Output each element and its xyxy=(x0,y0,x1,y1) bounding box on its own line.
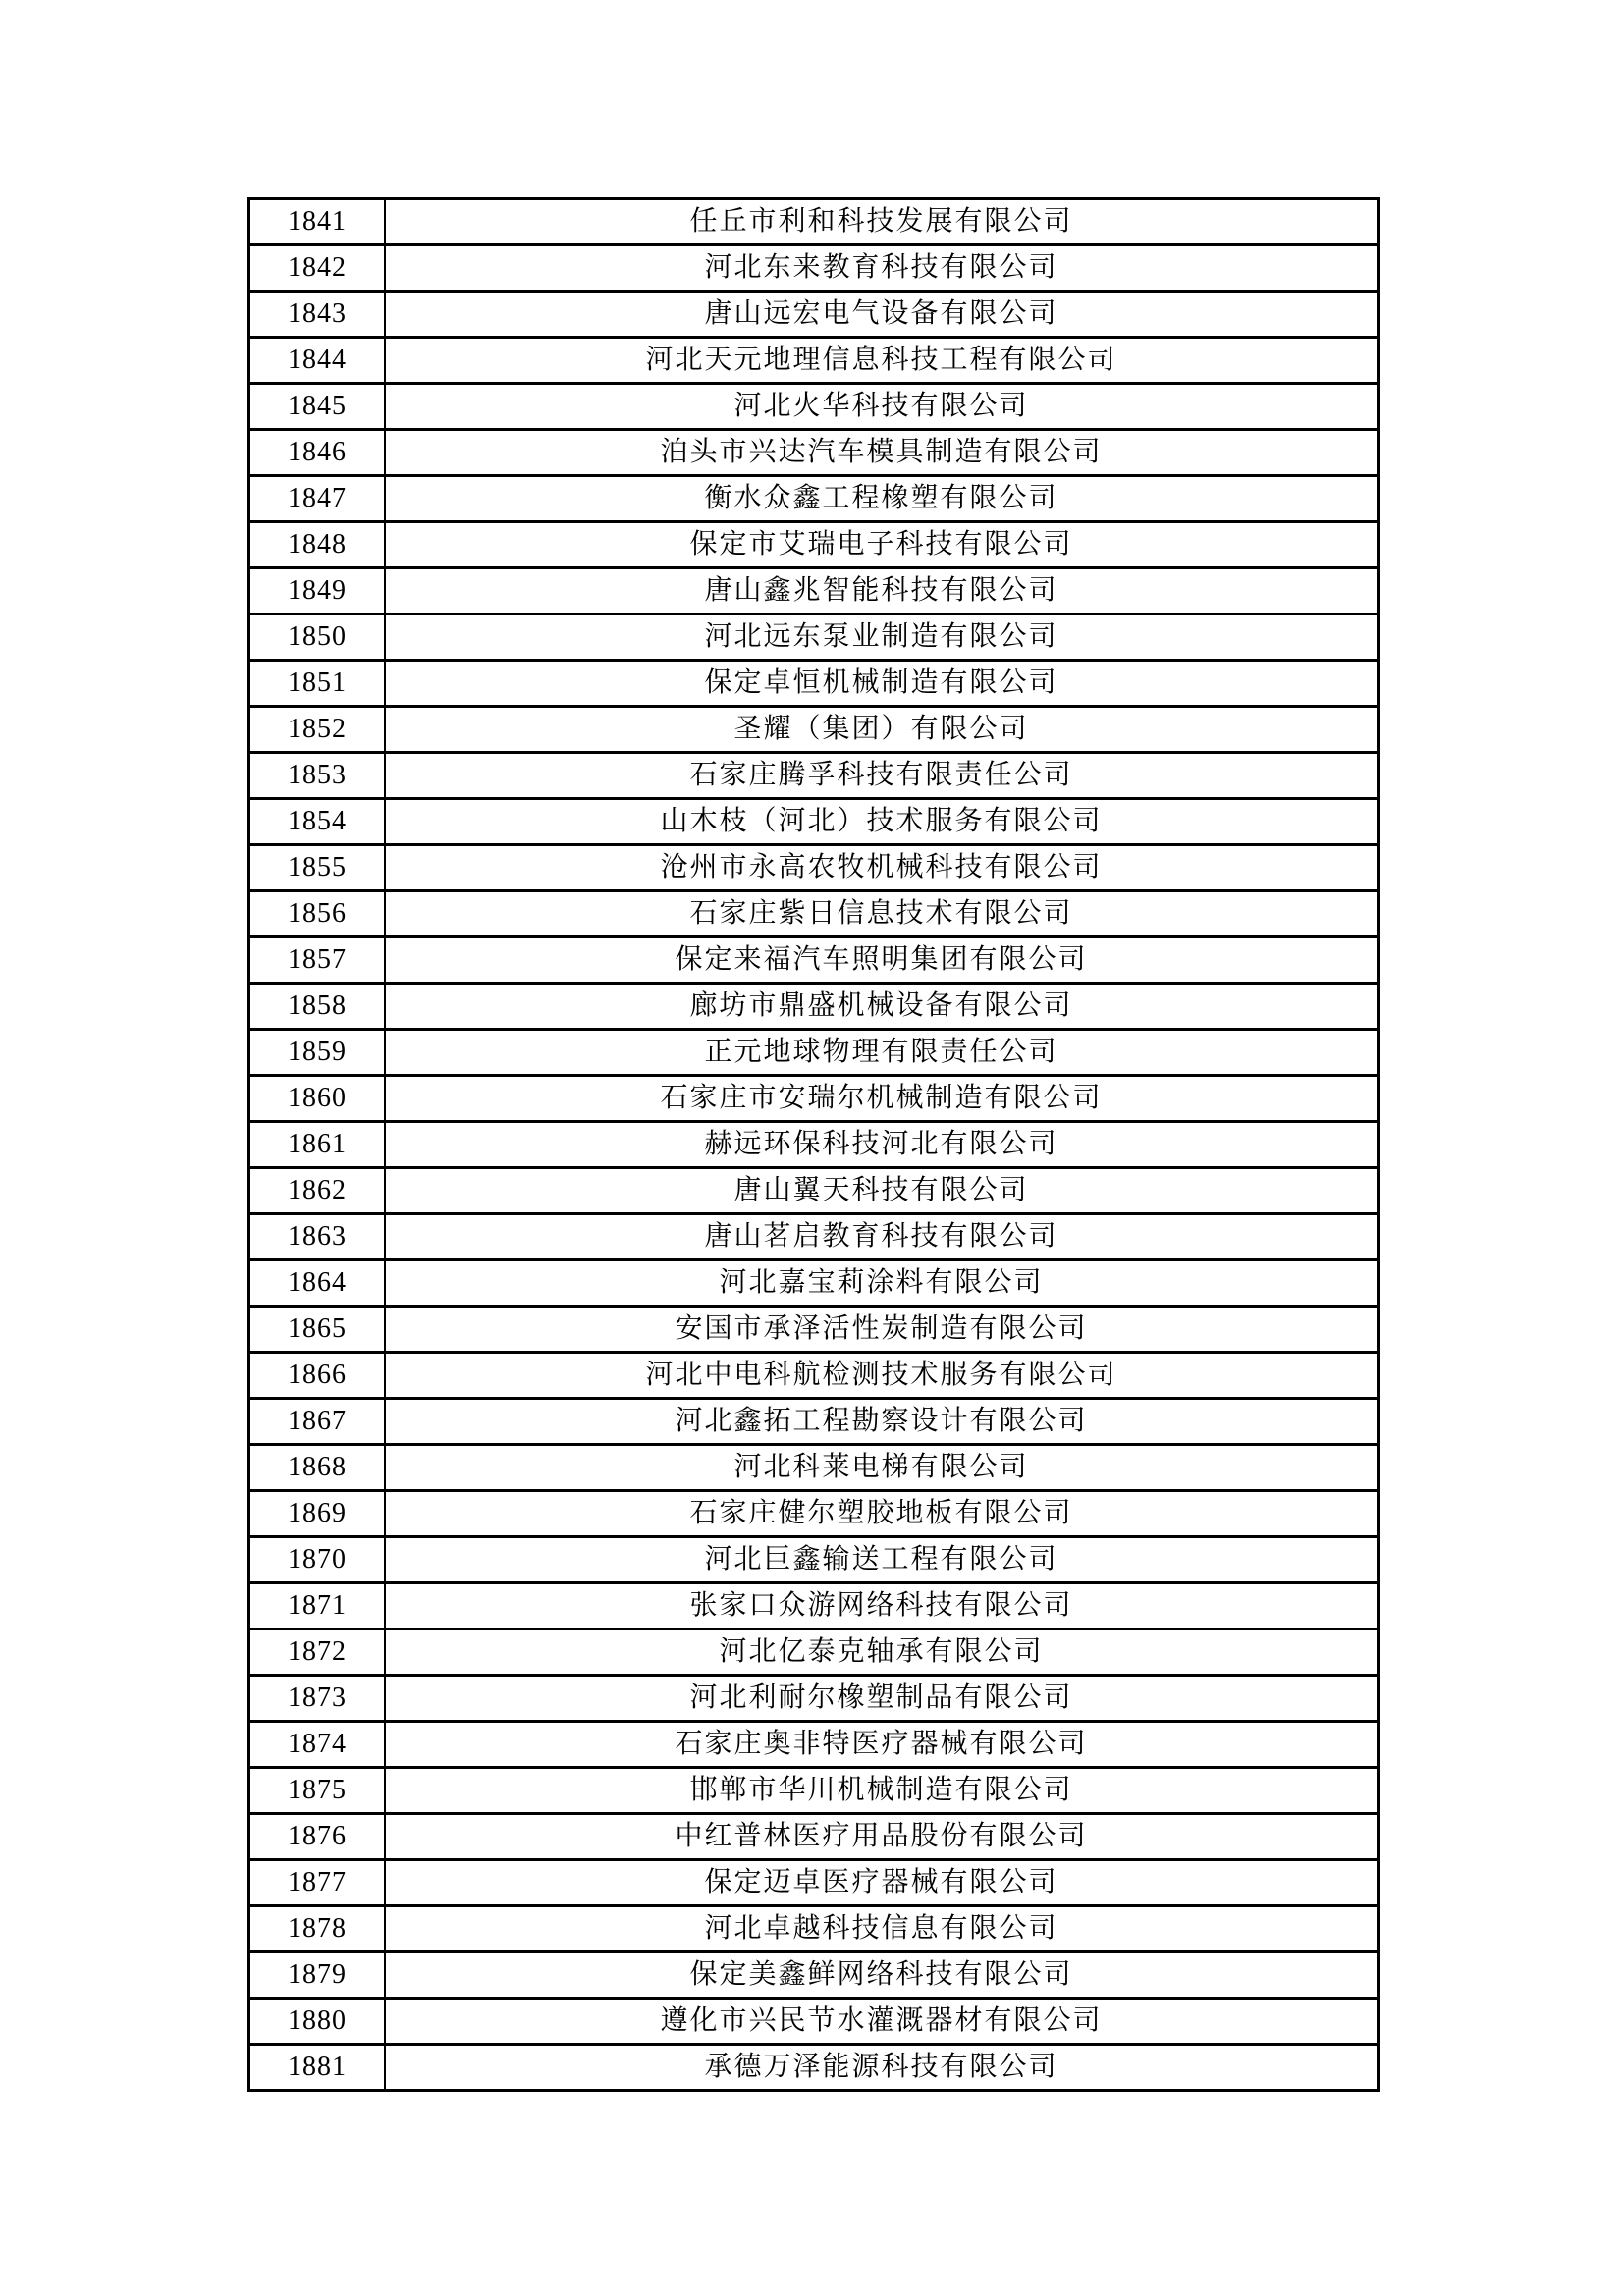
row-serial-number: 1876 xyxy=(249,1814,386,1860)
row-company-name: 廊坊市鼎盛机械设备有限公司 xyxy=(385,984,1379,1030)
row-company-name: 河北火华科技有限公司 xyxy=(385,384,1379,430)
row-serial-number: 1843 xyxy=(249,292,386,338)
row-company-name: 石家庄腾孚科技有限责任公司 xyxy=(385,753,1379,799)
table-row xyxy=(249,1030,1379,1076)
row-serial-number: 1857 xyxy=(249,937,386,984)
row-company-name: 唐山鑫兆智能科技有限公司 xyxy=(385,568,1379,614)
table-row xyxy=(249,707,1379,753)
row-serial-number: 1868 xyxy=(249,1445,386,1491)
company-table xyxy=(247,197,1380,2092)
row-serial-number: 1853 xyxy=(249,753,386,799)
table-row xyxy=(249,292,1379,338)
row-company-name: 河北利耐尔橡塑制品有限公司 xyxy=(385,1676,1379,1722)
table-row xyxy=(249,1491,1379,1537)
table-row xyxy=(249,1537,1379,1583)
row-company-name: 正元地球物理有限责任公司 xyxy=(385,1030,1379,1076)
table-row xyxy=(249,245,1379,292)
row-serial-number: 1880 xyxy=(249,1999,386,2045)
row-serial-number: 1852 xyxy=(249,707,386,753)
table-row xyxy=(249,1814,1379,1860)
row-serial-number: 1872 xyxy=(249,1629,386,1676)
row-company-name: 唐山茗启教育科技有限公司 xyxy=(385,1214,1379,1260)
row-company-name: 保定市艾瑞电子科技有限公司 xyxy=(385,522,1379,568)
row-serial-number: 1878 xyxy=(249,1906,386,1952)
row-serial-number: 1875 xyxy=(249,1768,386,1814)
row-serial-number: 1850 xyxy=(249,614,386,661)
row-company-name: 泊头市兴达汽车模具制造有限公司 xyxy=(385,430,1379,476)
row-serial-number: 1877 xyxy=(249,1860,386,1906)
row-company-name: 保定美鑫鲜网络科技有限公司 xyxy=(385,1952,1379,1999)
table-row xyxy=(249,1676,1379,1722)
row-company-name: 保定迈卓医疗器械有限公司 xyxy=(385,1860,1379,1906)
table-row xyxy=(249,1999,1379,2045)
row-serial-number: 1873 xyxy=(249,1676,386,1722)
row-company-name: 河北中电科航检测技术服务有限公司 xyxy=(385,1353,1379,1399)
row-serial-number: 1841 xyxy=(249,199,386,245)
row-company-name: 河北亿泰克轴承有限公司 xyxy=(385,1629,1379,1676)
row-company-name: 任丘市利和科技发展有限公司 xyxy=(385,199,1379,245)
table-row xyxy=(249,753,1379,799)
table-row xyxy=(249,476,1379,522)
table-row xyxy=(249,430,1379,476)
table-row xyxy=(249,1768,1379,1814)
table-row xyxy=(249,199,1379,245)
table-row xyxy=(249,1906,1379,1952)
row-company-name: 河北嘉宝莉涂料有限公司 xyxy=(385,1260,1379,1307)
row-serial-number: 1855 xyxy=(249,845,386,891)
table-row xyxy=(249,2045,1379,2091)
table-row xyxy=(249,1629,1379,1676)
row-company-name: 保定来福汽车照明集团有限公司 xyxy=(385,937,1379,984)
table-row xyxy=(249,1076,1379,1122)
row-company-name: 河北天元地理信息科技工程有限公司 xyxy=(385,338,1379,384)
table-row xyxy=(249,1122,1379,1168)
row-company-name: 河北巨鑫输送工程有限公司 xyxy=(385,1537,1379,1583)
row-serial-number: 1842 xyxy=(249,245,386,292)
row-company-name: 赫远环保科技河北有限公司 xyxy=(385,1122,1379,1168)
table-row xyxy=(249,799,1379,845)
table-row xyxy=(249,568,1379,614)
row-serial-number: 1844 xyxy=(249,338,386,384)
row-company-name: 河北鑫拓工程勘察设计有限公司 xyxy=(385,1399,1379,1445)
row-serial-number: 1870 xyxy=(249,1537,386,1583)
row-serial-number: 1845 xyxy=(249,384,386,430)
table-row xyxy=(249,937,1379,984)
row-serial-number: 1867 xyxy=(249,1399,386,1445)
table-row xyxy=(249,1583,1379,1629)
row-company-name: 河北卓越科技信息有限公司 xyxy=(385,1906,1379,1952)
row-serial-number: 1854 xyxy=(249,799,386,845)
row-serial-number: 1866 xyxy=(249,1353,386,1399)
row-serial-number: 1861 xyxy=(249,1122,386,1168)
row-serial-number: 1849 xyxy=(249,568,386,614)
row-serial-number: 1859 xyxy=(249,1030,386,1076)
table-row xyxy=(249,1860,1379,1906)
table-row xyxy=(249,1353,1379,1399)
table-row xyxy=(249,1214,1379,1260)
row-serial-number: 1858 xyxy=(249,984,386,1030)
row-serial-number: 1863 xyxy=(249,1214,386,1260)
table-row xyxy=(249,614,1379,661)
row-serial-number: 1856 xyxy=(249,891,386,937)
row-serial-number: 1847 xyxy=(249,476,386,522)
row-company-name: 邯郸市华川机械制造有限公司 xyxy=(385,1768,1379,1814)
row-company-name: 河北科莱电梯有限公司 xyxy=(385,1445,1379,1491)
row-serial-number: 1871 xyxy=(249,1583,386,1629)
row-company-name: 石家庄紫日信息技术有限公司 xyxy=(385,891,1379,937)
table-row xyxy=(249,1260,1379,1307)
row-company-name: 保定卓恒机械制造有限公司 xyxy=(385,661,1379,707)
row-serial-number: 1846 xyxy=(249,430,386,476)
table-row xyxy=(249,338,1379,384)
table-row xyxy=(249,1307,1379,1353)
row-serial-number: 1862 xyxy=(249,1168,386,1214)
table-row xyxy=(249,1168,1379,1214)
row-company-name: 安国市承泽活性炭制造有限公司 xyxy=(385,1307,1379,1353)
row-company-name: 张家口众游网络科技有限公司 xyxy=(385,1583,1379,1629)
table-row xyxy=(249,845,1379,891)
row-serial-number: 1869 xyxy=(249,1491,386,1537)
table-row xyxy=(249,984,1379,1030)
row-serial-number: 1879 xyxy=(249,1952,386,1999)
row-serial-number: 1860 xyxy=(249,1076,386,1122)
table-row xyxy=(249,661,1379,707)
row-company-name: 承德万泽能源科技有限公司 xyxy=(385,2045,1379,2091)
row-serial-number: 1864 xyxy=(249,1260,386,1307)
row-serial-number: 1874 xyxy=(249,1722,386,1768)
table-row xyxy=(249,1722,1379,1768)
row-company-name: 唐山远宏电气设备有限公司 xyxy=(385,292,1379,338)
row-company-name: 石家庄奥非特医疗器械有限公司 xyxy=(385,1722,1379,1768)
table-row xyxy=(249,891,1379,937)
row-company-name: 衡水众鑫工程橡塑有限公司 xyxy=(385,476,1379,522)
row-company-name: 山木枝（河北）技术服务有限公司 xyxy=(385,799,1379,845)
row-company-name: 圣耀（集团）有限公司 xyxy=(385,707,1379,753)
row-serial-number: 1865 xyxy=(249,1307,386,1353)
row-company-name: 河北东来教育科技有限公司 xyxy=(385,245,1379,292)
row-company-name: 河北远东泵业制造有限公司 xyxy=(385,614,1379,661)
table-row xyxy=(249,1952,1379,1999)
row-company-name: 石家庄健尔塑胶地板有限公司 xyxy=(385,1491,1379,1537)
table-row xyxy=(249,1399,1379,1445)
table-row xyxy=(249,1445,1379,1491)
row-serial-number: 1881 xyxy=(249,2045,386,2091)
company-table-body xyxy=(249,199,1379,2091)
row-company-name: 石家庄市安瑞尔机械制造有限公司 xyxy=(385,1076,1379,1122)
row-company-name: 中红普林医疗用品股份有限公司 xyxy=(385,1814,1379,1860)
table-row xyxy=(249,522,1379,568)
row-serial-number: 1848 xyxy=(249,522,386,568)
row-company-name: 唐山翼天科技有限公司 xyxy=(385,1168,1379,1214)
row-company-name: 沧州市永高农牧机械科技有限公司 xyxy=(385,845,1379,891)
row-serial-number: 1851 xyxy=(249,661,386,707)
row-company-name: 遵化市兴民节水灌溉器材有限公司 xyxy=(385,1999,1379,2045)
table-row xyxy=(249,384,1379,430)
